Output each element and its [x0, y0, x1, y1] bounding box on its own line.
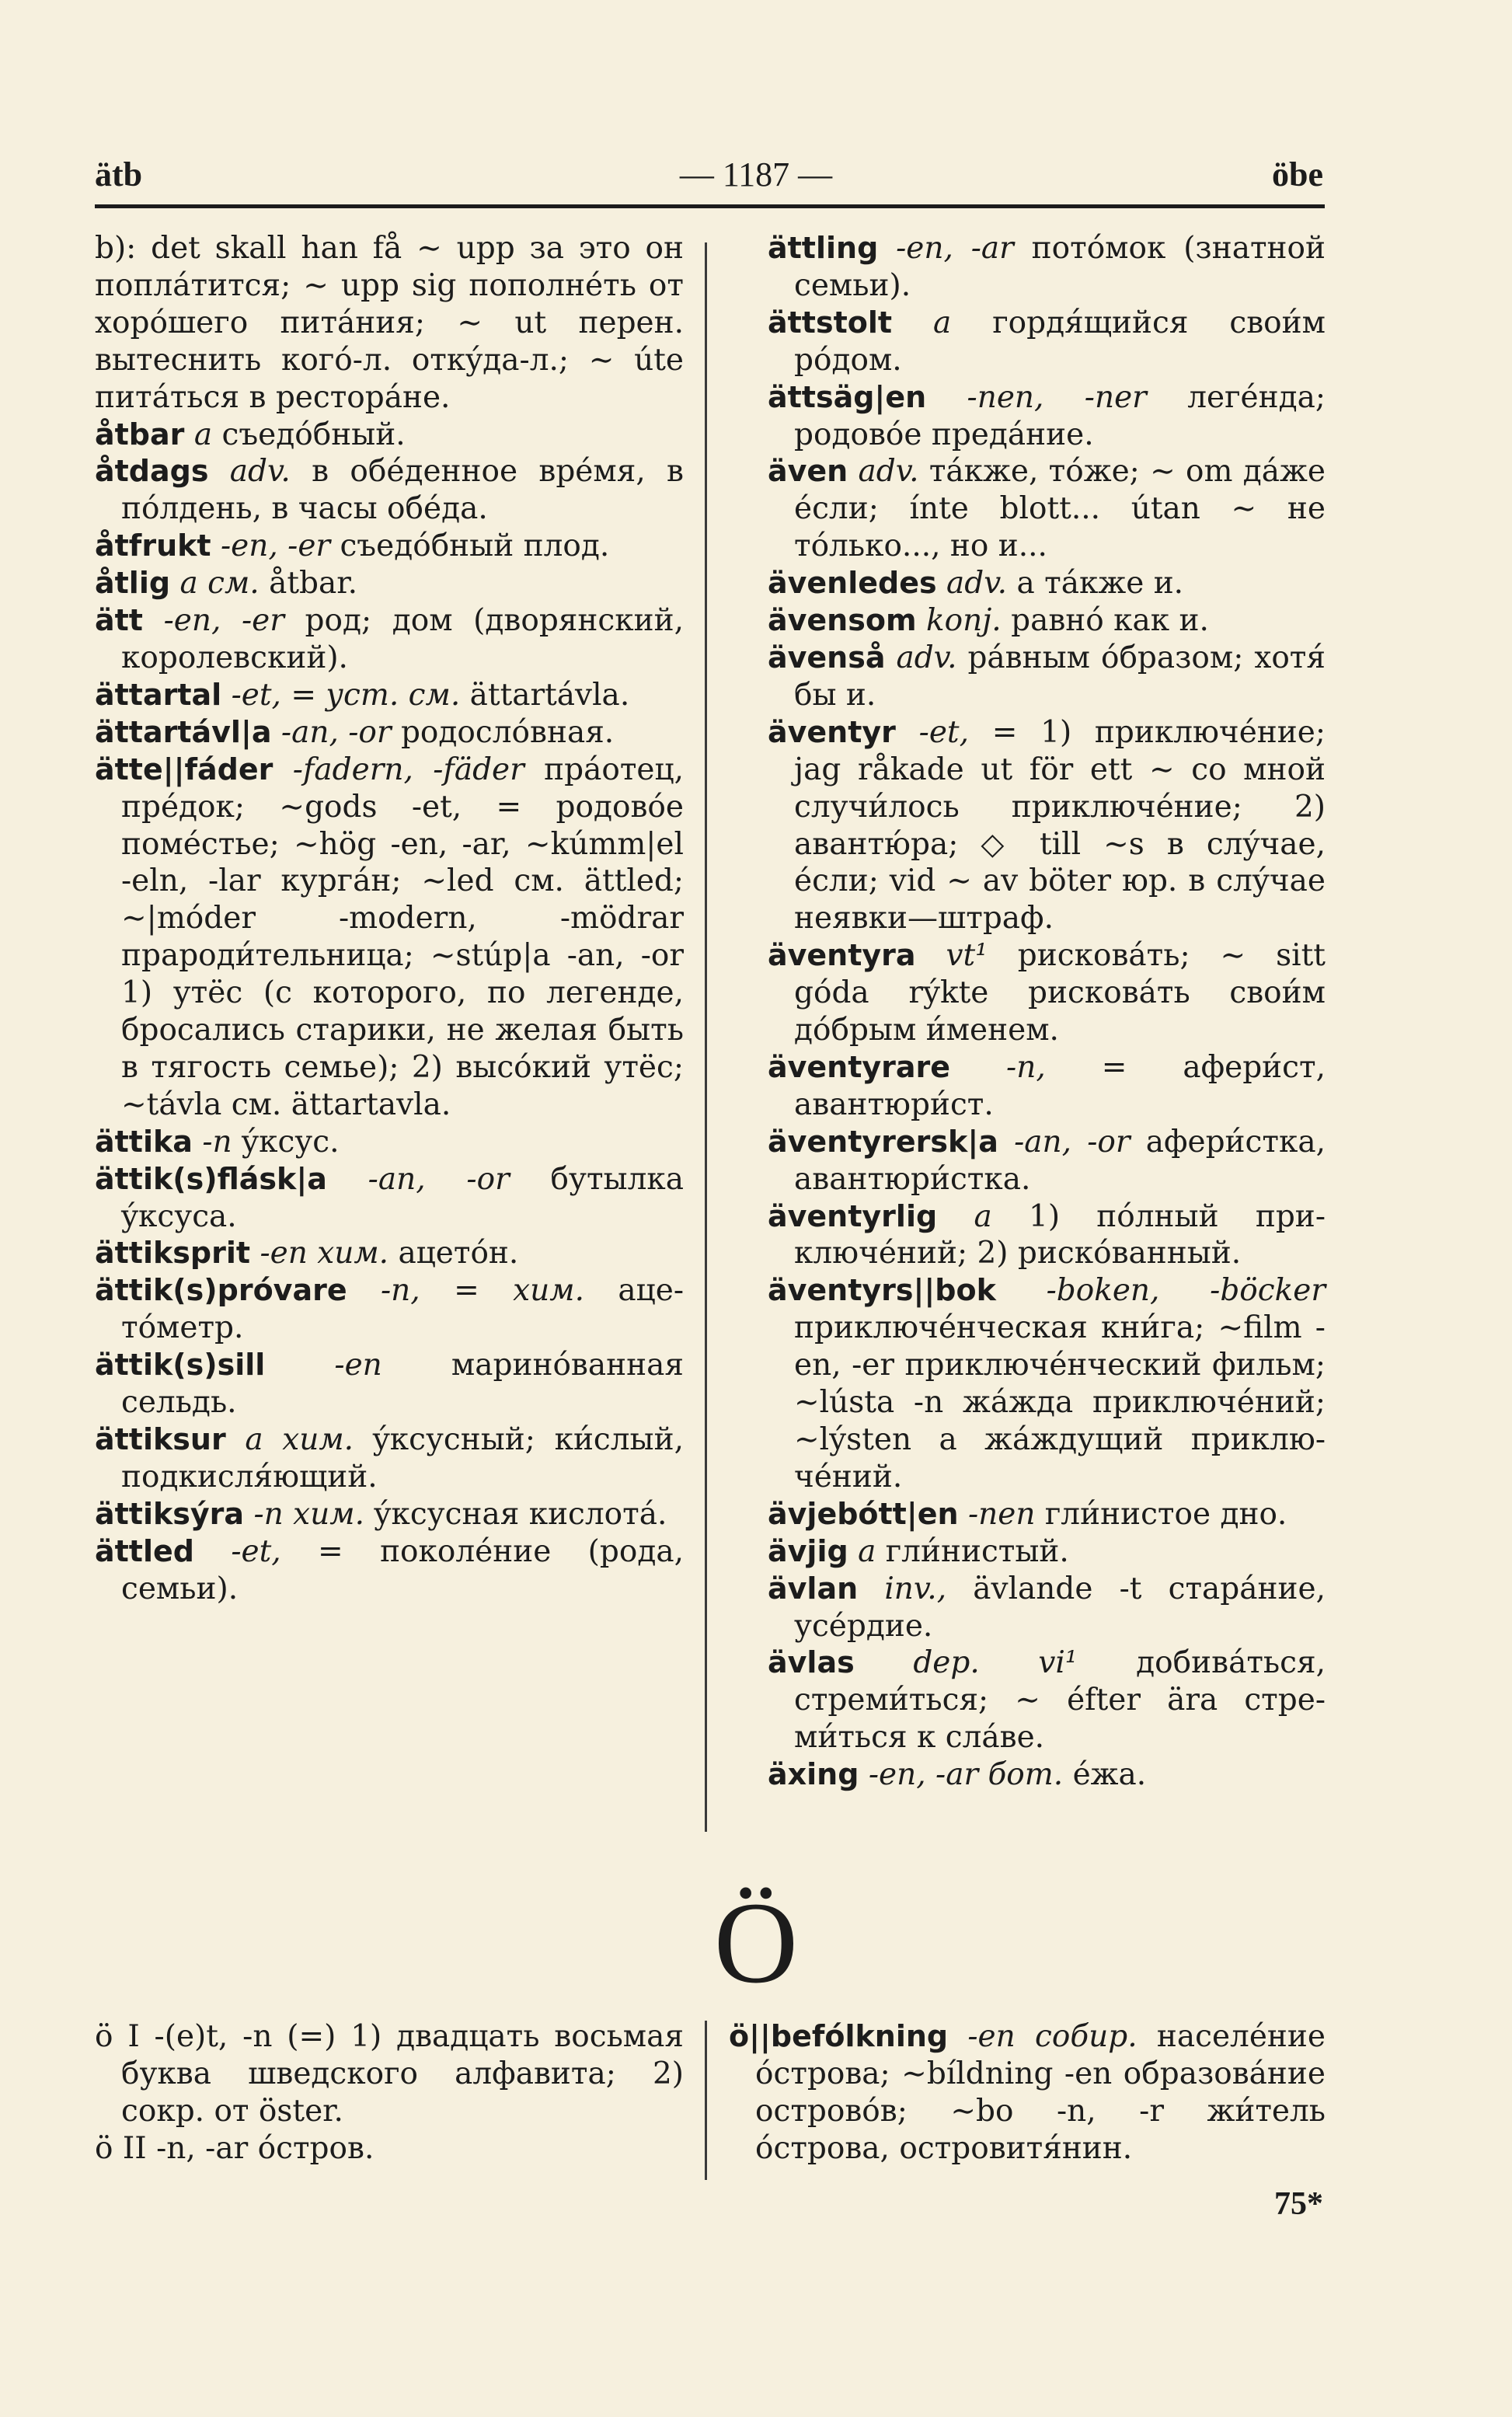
dictionary-entry	[95, 677, 684, 714]
translation: ýксусная кислотá.	[374, 1496, 667, 1532]
translation: гордя́щийся свои́м рóдом.	[794, 305, 1326, 378]
header-rule	[95, 204, 1325, 208]
grammar-note: adv.	[229, 454, 291, 490]
grammar-note: a хим.	[245, 1422, 354, 1457]
grammar-note: dep. vi¹	[913, 1645, 1078, 1681]
translation: ýксусный; ки́слый, подкисля́ющий.	[121, 1422, 684, 1494]
section-letter: Ö	[713, 1878, 799, 2007]
headword: även	[768, 454, 848, 489]
translation: афери́ст, авантюри́ст.	[794, 1049, 1326, 1122]
translation: ýксус.	[242, 1124, 340, 1160]
translation: рáвным óбразом; хотя́ бы и.	[794, 640, 1326, 713]
headword: äventyrs||bok	[768, 1273, 996, 1308]
dictionary-entry	[95, 1533, 684, 1608]
grammar-note: -et, =	[918, 714, 1018, 750]
headword: ättled	[95, 1533, 194, 1568]
dictionary-entry	[95, 565, 684, 602]
headword: åtbar	[95, 417, 185, 452]
headword: ätt	[95, 603, 143, 638]
dictionary-entry	[768, 714, 1326, 937]
translation: 1) приключéние; jag råkade ut för ett ∼ со мной случи́лось приключéние; 2) авантю́ра; ◇ till ∼s в слýчае, éсли; vid ∼ av böter юр. в слýчае неявки—штраф.	[794, 714, 1326, 936]
translation: приключéнческая кни́га; ∼film -en, -er приключéнческий фильм; ∼lústa -n жáжда приключéний; ∼lýsten a жáждущий приключéний.	[794, 1310, 1326, 1494]
headword: äventyr	[768, 714, 896, 749]
grammar-note: konj.	[925, 603, 1002, 639]
headword: ättik(s)sill	[95, 1348, 266, 1383]
headword: ävlan	[768, 1571, 859, 1606]
grammar-note: inv.,	[884, 1571, 947, 1606]
translation: b): det skall han få ∼ upp за это он поплáтится; ∼ upp sig пополнéть от хорóшего питáния; ∼ ut перен. вытеснить когó-л. откýда-л.; ∼ úte питáться в ресторáне.	[95, 231, 684, 415]
grammar-note: adv.	[858, 454, 919, 490]
dictionary-entry	[95, 528, 684, 565]
headword: äventyrersk|a	[768, 1124, 998, 1159]
headword: äventyrare	[768, 1049, 951, 1084]
grammar-note: -an, -or	[280, 714, 392, 750]
headword: ättik(s)próvare	[95, 1273, 347, 1308]
dictionary-entry	[95, 1272, 684, 1347]
dictionary-entry	[768, 1124, 1326, 1198]
grammar-note: adv.	[946, 566, 1008, 602]
dictionary-entry	[768, 602, 1326, 640]
grammar-note: -et, = уст. см.	[231, 677, 461, 713]
grammar-note: -fadern, -fäder	[292, 752, 524, 787]
translation: рисковáть; ∼ sitt góda rýkte рисковáть свои́м дóбрым и́менем.	[794, 938, 1326, 1048]
dictionary-entry	[95, 602, 684, 677]
translation: родослóвная.	[400, 714, 615, 750]
dictionary-entry	[95, 417, 684, 454]
grammar-note: -en, -er	[163, 603, 284, 639]
grammar-note: -en, -ar	[896, 231, 1014, 266]
translation: ацетóметр.	[121, 1273, 684, 1346]
dictionary-entry	[768, 1496, 1326, 1533]
translation: съедóбный плод.	[340, 528, 610, 564]
grammar-note: -an, -or	[1014, 1124, 1131, 1160]
grammar-note: vt¹	[946, 938, 988, 974]
dictionary-entry	[95, 752, 684, 1124]
dictionary-entry	[729, 2018, 1326, 2168]
dictionary-entry	[768, 937, 1326, 1049]
dictionary-entry	[768, 640, 1326, 714]
translation: 1) пóлный приключéний; 2) рискóванный.	[794, 1198, 1326, 1271]
grammar-note: a	[193, 417, 213, 452]
grammar-note: a	[933, 305, 952, 340]
grammar-note: -an, -or	[368, 1161, 510, 1197]
translation: ävlande -t старáние, усéрдие.	[794, 1571, 1326, 1644]
translation: ättartávla.	[469, 677, 630, 713]
grammar-note: -en, -er	[220, 528, 331, 564]
headword: ätte||fáder	[95, 752, 273, 786]
header-left-guide: ätb	[95, 155, 143, 194]
dictionary-entry	[95, 1421, 684, 1496]
headword: ättsäg|en	[768, 379, 927, 414]
headword: åtlig	[95, 566, 171, 601]
grammar-note: a	[974, 1198, 992, 1234]
grammar-note: -en хим.	[260, 1236, 389, 1271]
dictionary-entry	[768, 1049, 1326, 1124]
translation: ацетóн.	[398, 1236, 519, 1271]
dictionary-entry	[768, 379, 1326, 454]
headword: ävlas	[768, 1645, 855, 1680]
headword: ättiksur	[95, 1422, 226, 1456]
headword: ättiksprit	[95, 1236, 251, 1271]
dictionary-entry	[768, 1198, 1326, 1273]
grammar-note: -en собир.	[967, 2019, 1137, 2054]
translation: афери́стка, авантюри́стка.	[794, 1124, 1326, 1197]
translation: населéние óстрова; ∼bíldning -en образовáние островóв; ∼bo -n, -r жи́тель óстрова, островитя́нин.	[755, 2019, 1326, 2166]
headword: äxing	[768, 1757, 859, 1792]
translation: маринóванная сельдь.	[121, 1348, 684, 1421]
dictionary-entry	[95, 1496, 684, 1533]
dictionary-entry	[768, 1756, 1326, 1794]
grammar-note: a см.	[179, 566, 260, 602]
grammar-note: -nen	[967, 1496, 1036, 1532]
headword: ävenså	[768, 640, 886, 675]
translation: в обéденное врéмя, в пóлдень, в часы обéда.	[121, 454, 684, 527]
translation: поколéние (рода, семьи).	[121, 1533, 684, 1606]
dictionary-entry	[95, 2130, 684, 2168]
headword: ättartal	[95, 677, 222, 712]
headword: ävjig	[768, 1533, 848, 1568]
grammar-note: -nen, -ner	[967, 379, 1147, 415]
dictionary-entry	[768, 565, 1326, 602]
left-column	[95, 230, 684, 1608]
dictionary-entry	[95, 1161, 684, 1236]
grammar-note: a	[858, 1533, 876, 1569]
headword: ättartávl|a	[95, 714, 272, 749]
translation: гли́нистый.	[885, 1533, 1069, 1569]
dictionary-entry	[95, 1124, 684, 1161]
translation: род; дом (дворянский, королевский).	[121, 603, 685, 675]
grammar-note: -et, =	[231, 1533, 343, 1569]
grammar-note: adv.	[896, 640, 957, 675]
dictionary-entry	[95, 453, 684, 528]
headword: åtfrukt	[95, 528, 211, 563]
page-number: — 1187 —	[679, 155, 833, 194]
translation: ö II -n, -ar óстров.	[95, 2130, 375, 2166]
dictionary-entry	[768, 1533, 1326, 1571]
translation: добивáться, стреми́ться; ∼ éfter ära стреми́ться к слáве.	[794, 1645, 1326, 1756]
translation: прáотец, прéдок; ∼gods -et, = родовóе помéстье; ∼hög -en, -ar, ∼kúmm|el -eln, -lar кургáн; ∼led см. ättled; ∼|móder -modern, -mödrar прароди́тельница; ∼stúp|a -an, -or 1) утёс (с которого, по легенде, бросались старики, не желая быть в тягость семье); 2) высóкий утёс; ∼távla см. ättartavla.	[121, 752, 684, 1122]
dictionary-entry	[95, 1235, 684, 1272]
translation: бутылка ýксуса.	[121, 1161, 684, 1234]
translation: тáкже, тóже; ∼ om дáже éсли; ínte blott... útan ∼ не тóлько..., но и...	[794, 454, 1326, 564]
grammar-note: -en, -ar бот.	[868, 1757, 1064, 1793]
translation: гли́нистое дно.	[1044, 1496, 1287, 1532]
grammar-note: -n, = хим.	[381, 1273, 584, 1309]
dictionary-entry	[768, 230, 1326, 305]
grammar-note: -n хим.	[253, 1496, 364, 1532]
dictionary-entry	[95, 2018, 684, 2130]
headword: ö||befólkning	[729, 2019, 949, 2053]
signature-mark: 75*	[1274, 2186, 1323, 2222]
headword: äventyrlig	[768, 1198, 938, 1233]
header-right-guide: öbe	[1272, 155, 1323, 194]
translation: легéнда; родовóе предáние.	[794, 379, 1326, 452]
translation: потóмок (знатной семьи).	[794, 231, 1326, 303]
dictionary-entry	[768, 1644, 1326, 1756]
bottom-left-column	[95, 2018, 684, 2168]
translation: ö I -(e)t, -n (=) 1) двадцать восьмая буква шведского алфавита; 2) сокр. от öster.	[95, 2019, 684, 2129]
dictionary-entry	[95, 1347, 684, 1421]
translation: равнó как и.	[1011, 603, 1209, 639]
dictionary-entry	[768, 305, 1326, 379]
headword: ättika	[95, 1124, 193, 1159]
dictionary-entry	[95, 230, 684, 417]
dictionary-entry	[768, 453, 1326, 565]
headword: ättiksýra	[95, 1496, 245, 1531]
headword: ävjebótt|en	[768, 1496, 959, 1531]
bottom-column-divider	[705, 2021, 707, 2180]
dictionary-entry	[768, 1272, 1326, 1495]
headword: ättik(s)flásk|a	[95, 1161, 327, 1196]
translation: съедóбный.	[221, 417, 406, 452]
dictionary-entry	[768, 1571, 1326, 1645]
dictionary-entry	[95, 714, 684, 752]
column-divider	[705, 242, 707, 1832]
grammar-note: -boken, -böcker	[1046, 1273, 1326, 1309]
headword: ättstolt	[768, 305, 893, 340]
headword: åtdags	[95, 454, 209, 489]
bottom-right-column	[729, 2018, 1326, 2168]
headword: äventyra	[768, 938, 916, 973]
headword: ävenledes	[768, 566, 937, 601]
grammar-note: -en	[334, 1348, 382, 1383]
translation: а тáкже и.	[1016, 566, 1184, 602]
grammar-note: -n	[202, 1124, 232, 1160]
headword: ättling	[768, 231, 879, 265]
right-column	[768, 230, 1326, 1794]
grammar-note: -n, =	[1006, 1049, 1127, 1085]
translation: éжа.	[1072, 1757, 1147, 1793]
translation: åtbar.	[269, 566, 358, 602]
headword: ävensom	[768, 603, 917, 638]
